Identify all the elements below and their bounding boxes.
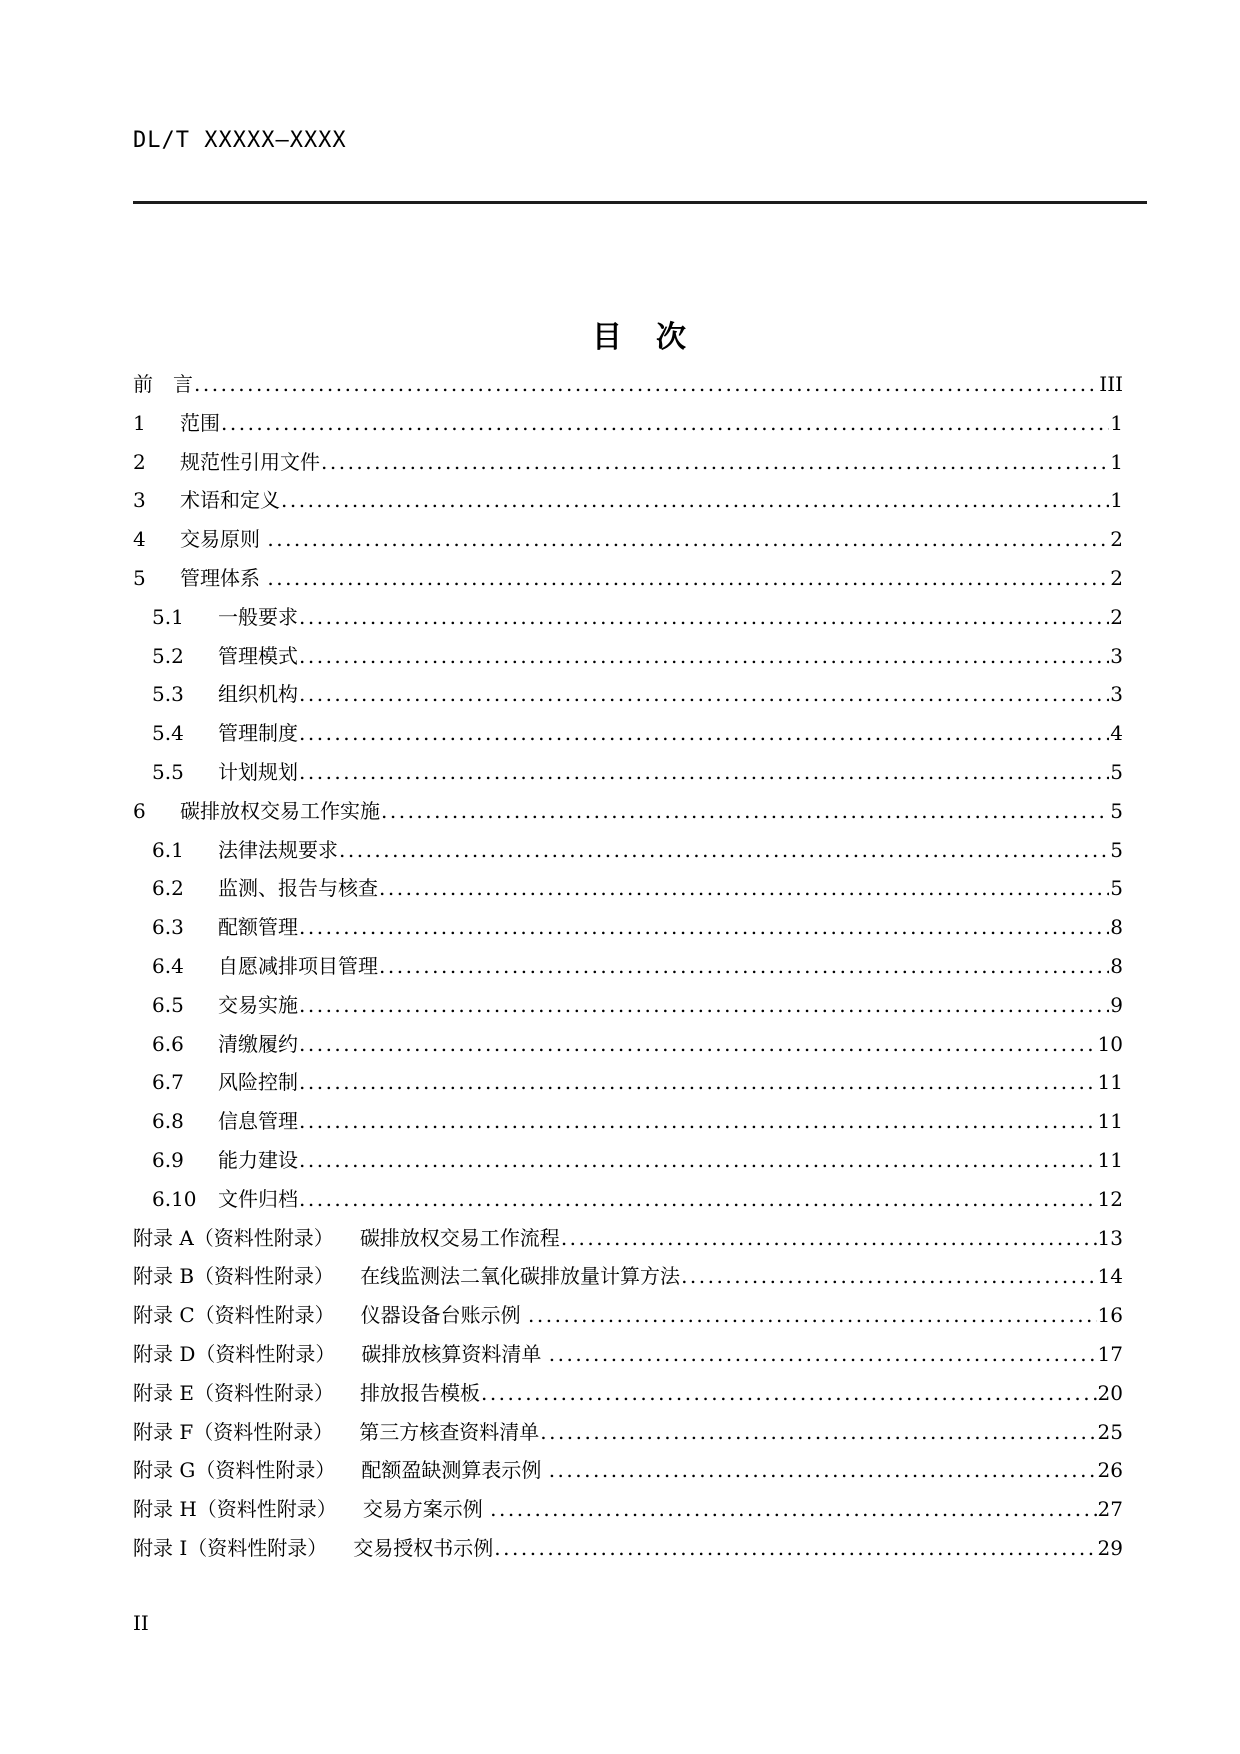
toc-entry-page: 1 [1110, 410, 1123, 435]
toc-entry-num: 5.2 [152, 643, 184, 668]
toc-entry [133, 1031, 1123, 1073]
dot-leader [299, 646, 1109, 666]
toc-entry [133, 1460, 1123, 1499]
dot-leader [490, 1499, 1096, 1519]
toc-entry-title: 管理制度 [218, 721, 298, 746]
dot-leader [561, 1228, 1097, 1248]
toc-entry-title: 规范性引用文件 [180, 449, 320, 474]
page-title: 目 次 [592, 320, 688, 355]
dot-leader [267, 529, 1109, 549]
toc-entry-num: 5.1 [152, 604, 184, 629]
dot-leader [281, 490, 1109, 510]
dot-leader [379, 878, 1109, 898]
toc-entry-page: 2 [1110, 604, 1123, 629]
toc-entry-page: 20 [1097, 1380, 1123, 1405]
toc-entry-page: 8 [1110, 915, 1123, 940]
toc-entry [133, 374, 1123, 413]
toc-entry-page: 10 [1097, 1031, 1123, 1056]
toc-entry-num: 6.10 [152, 1186, 197, 1211]
toc-entry-title: 文件归档 [218, 1186, 298, 1211]
dot-leader [299, 1150, 1097, 1170]
toc-entry-title: 信息管理 [218, 1109, 298, 1134]
footer-page-number: II [133, 1611, 149, 1635]
toc-entry-page: 11 [1097, 1147, 1123, 1172]
toc-entry-title: 碳排放核算资料清单 [361, 1341, 548, 1366]
toc-entry-num: 附录 D（资料性附录） [133, 1341, 336, 1366]
dot-leader [299, 762, 1109, 782]
dot-leader [299, 1189, 1097, 1209]
toc-entry [133, 878, 1123, 917]
toc-entry-page: 4 [1110, 721, 1123, 746]
toc-entry-page: 26 [1097, 1458, 1123, 1483]
toc-entry-num: 附录 G（资料性附录） [133, 1458, 336, 1483]
toc-entry-num: 附录 A（资料性附录） [133, 1225, 334, 1250]
toc-entry-num: 4 [133, 527, 146, 552]
toc-entry-page: 5 [1110, 798, 1123, 823]
toc-entry-num: 6 [133, 798, 146, 823]
toc-entry-title: 组织机构 [218, 682, 298, 707]
doc-code: DL/T XXXXX—XXXX [133, 128, 347, 153]
toc-entry-title: 一般要求 [218, 604, 298, 629]
toc-entry-title: 排放报告模板 [359, 1380, 480, 1405]
toc-entry [133, 1535, 1123, 1577]
toc-entry [133, 917, 1123, 956]
toc-entry-num: 6.2 [152, 876, 184, 901]
toc-entry-page: 3 [1110, 682, 1123, 707]
toc-entry-title: 管理模式 [218, 643, 298, 668]
toc-entry-title: 能力建设 [218, 1147, 298, 1172]
toc-entry [133, 1341, 1123, 1383]
toc-entry-title: 前 言 [133, 372, 193, 396]
toc-entry-title: 碳排放权交易工作流程 [359, 1225, 560, 1250]
toc-entry-num: 附录 E（资料性附录） [133, 1380, 334, 1405]
toc-entry-num: 2 [133, 449, 146, 474]
toc-entry-page: 5 [1110, 759, 1123, 784]
toc-entry-page: 5 [1110, 876, 1123, 901]
toc-entry [133, 1380, 1123, 1422]
toc-entry [133, 1499, 1123, 1538]
toc-entry-num: 6.1 [152, 837, 184, 862]
toc-entry [133, 1072, 1123, 1111]
toc-entry [133, 604, 1123, 646]
dot-leader [299, 607, 1109, 627]
toc-entry-title: 风险控制 [218, 1070, 298, 1095]
toc-entry-page: 3 [1110, 643, 1123, 668]
toc-entry-title: 自愿减排项目管理 [218, 953, 378, 978]
toc-entry-title: 交易方案示例 [362, 1497, 490, 1522]
toc-entry-num: 5.5 [152, 759, 184, 784]
toc-entry-title: 术语和定义 [180, 488, 280, 513]
toc-entry-page: 1 [1110, 488, 1123, 513]
toc-entry [133, 798, 1123, 840]
toc-entry-num: 附录 C（资料性附录） [133, 1303, 335, 1328]
dot-leader [299, 995, 1109, 1015]
toc-entry-num: 5.4 [152, 721, 184, 746]
dot-leader [321, 452, 1109, 472]
toc-entry-num: 6.6 [152, 1031, 184, 1056]
toc-entry-num: 附录 I（资料性附录） [133, 1535, 328, 1560]
toc-entry-page: 8 [1110, 953, 1123, 978]
toc-entry [133, 1147, 1123, 1189]
toc-entry [133, 723, 1123, 762]
toc-entry [133, 759, 1123, 801]
toc-entry [133, 684, 1123, 723]
toc-entry-page: 13 [1097, 1225, 1123, 1250]
dot-leader [299, 1034, 1097, 1054]
toc-entry-num: 6.7 [152, 1070, 184, 1095]
toc-entry-title: 交易原则 [180, 527, 267, 552]
toc-entry-title: 仪器设备台账示例 [360, 1303, 528, 1328]
toc-entry-page: 16 [1097, 1303, 1123, 1328]
toc-entry [133, 565, 1123, 607]
toc-entry-num: 附录 H（资料性附录） [133, 1497, 337, 1522]
dot-leader [481, 1383, 1097, 1403]
toc-entry-num: 6.9 [152, 1147, 184, 1172]
toc-entry-page: 11 [1097, 1109, 1123, 1134]
toc-entry-title: 清缴履约 [218, 1031, 298, 1056]
toc-entry [133, 837, 1123, 879]
dot-leader [194, 374, 1098, 394]
toc-entry [133, 490, 1123, 529]
dot-leader [549, 1460, 1097, 1480]
toc-entry-page: III [1099, 372, 1123, 396]
toc-entry [133, 1266, 1123, 1305]
toc-entry [133, 992, 1123, 1034]
toc-entry [133, 1419, 1123, 1461]
toc-entry-num: 6.3 [152, 915, 184, 940]
toc-entry [133, 410, 1123, 452]
toc-entry-title: 配额盈缺测算表示例 [361, 1458, 548, 1483]
toc-entry-num: 1 [133, 410, 146, 435]
toc-entry-page: 29 [1097, 1535, 1123, 1560]
toc-entry [133, 953, 1123, 995]
toc-entry [133, 1111, 1123, 1150]
toc-entry-title: 配额管理 [218, 915, 298, 940]
toc-entry-title: 第三方核查资料清单 [359, 1419, 540, 1444]
dot-leader [299, 917, 1109, 937]
toc-entry-title: 交易实施 [218, 992, 298, 1017]
toc-entry [133, 449, 1123, 491]
dot-leader [267, 568, 1109, 588]
dot-leader [299, 723, 1109, 743]
toc-entry-title: 交易授权书示例 [353, 1535, 494, 1560]
dot-leader [681, 1266, 1096, 1286]
toc-entry-title: 法律法规要求 [218, 837, 338, 862]
dot-leader [540, 1422, 1096, 1442]
dot-leader [549, 1344, 1097, 1364]
toc-entry-page: 2 [1110, 527, 1123, 552]
toc-entry [133, 529, 1123, 568]
toc-entry-page: 12 [1097, 1186, 1123, 1211]
toc-entry-page: 1 [1110, 449, 1123, 474]
toc-entry-num: 6.4 [152, 953, 184, 978]
dot-leader [299, 684, 1109, 704]
toc-entry-num: 附录 F（资料性附录） [133, 1419, 334, 1444]
dot-leader [299, 1111, 1097, 1131]
toc-entry-page: 14 [1097, 1264, 1123, 1289]
toc-entry-num: 5 [133, 565, 146, 590]
dot-leader [528, 1305, 1097, 1325]
dot-leader [221, 413, 1109, 433]
toc-entry-num: 3 [133, 488, 146, 513]
toc-entry-num: 5.3 [152, 682, 184, 707]
toc-entry-num: 附录 B（资料性附录） [133, 1264, 335, 1289]
toc-entry [133, 1186, 1123, 1228]
toc-entry-title: 碳排放权交易工作实施 [180, 798, 380, 823]
toc-entry-num: 6.5 [152, 992, 184, 1017]
toc-entry-page: 17 [1097, 1341, 1123, 1366]
toc-entry-title: 管理体系 [180, 565, 267, 590]
toc-entry-page: 25 [1097, 1419, 1123, 1444]
toc-entry-num: 6.8 [152, 1109, 184, 1134]
toc-list [133, 374, 1123, 1577]
toc-entry-page: 9 [1110, 992, 1123, 1017]
dot-leader [494, 1538, 1096, 1558]
header-rule [133, 201, 1147, 204]
toc-entry-page: 5 [1110, 837, 1123, 862]
toc-entry-page: 27 [1097, 1497, 1123, 1522]
toc-entry [133, 1225, 1123, 1267]
toc-entry-page: 2 [1110, 565, 1123, 590]
toc-entry-title: 监测、报告与核查 [218, 876, 378, 901]
dot-leader [299, 1072, 1097, 1092]
toc-entry-page: 11 [1097, 1070, 1123, 1095]
dot-leader [381, 801, 1109, 821]
dot-leader [379, 956, 1109, 976]
toc-entry-title: 在线监测法二氧化碳排放量计算方法 [360, 1264, 681, 1289]
toc-entry [133, 643, 1123, 685]
toc-entry [133, 1305, 1123, 1344]
toc-entry-title: 计划规划 [218, 759, 298, 784]
dot-leader [339, 840, 1109, 860]
toc-entry-title: 范围 [180, 410, 220, 435]
